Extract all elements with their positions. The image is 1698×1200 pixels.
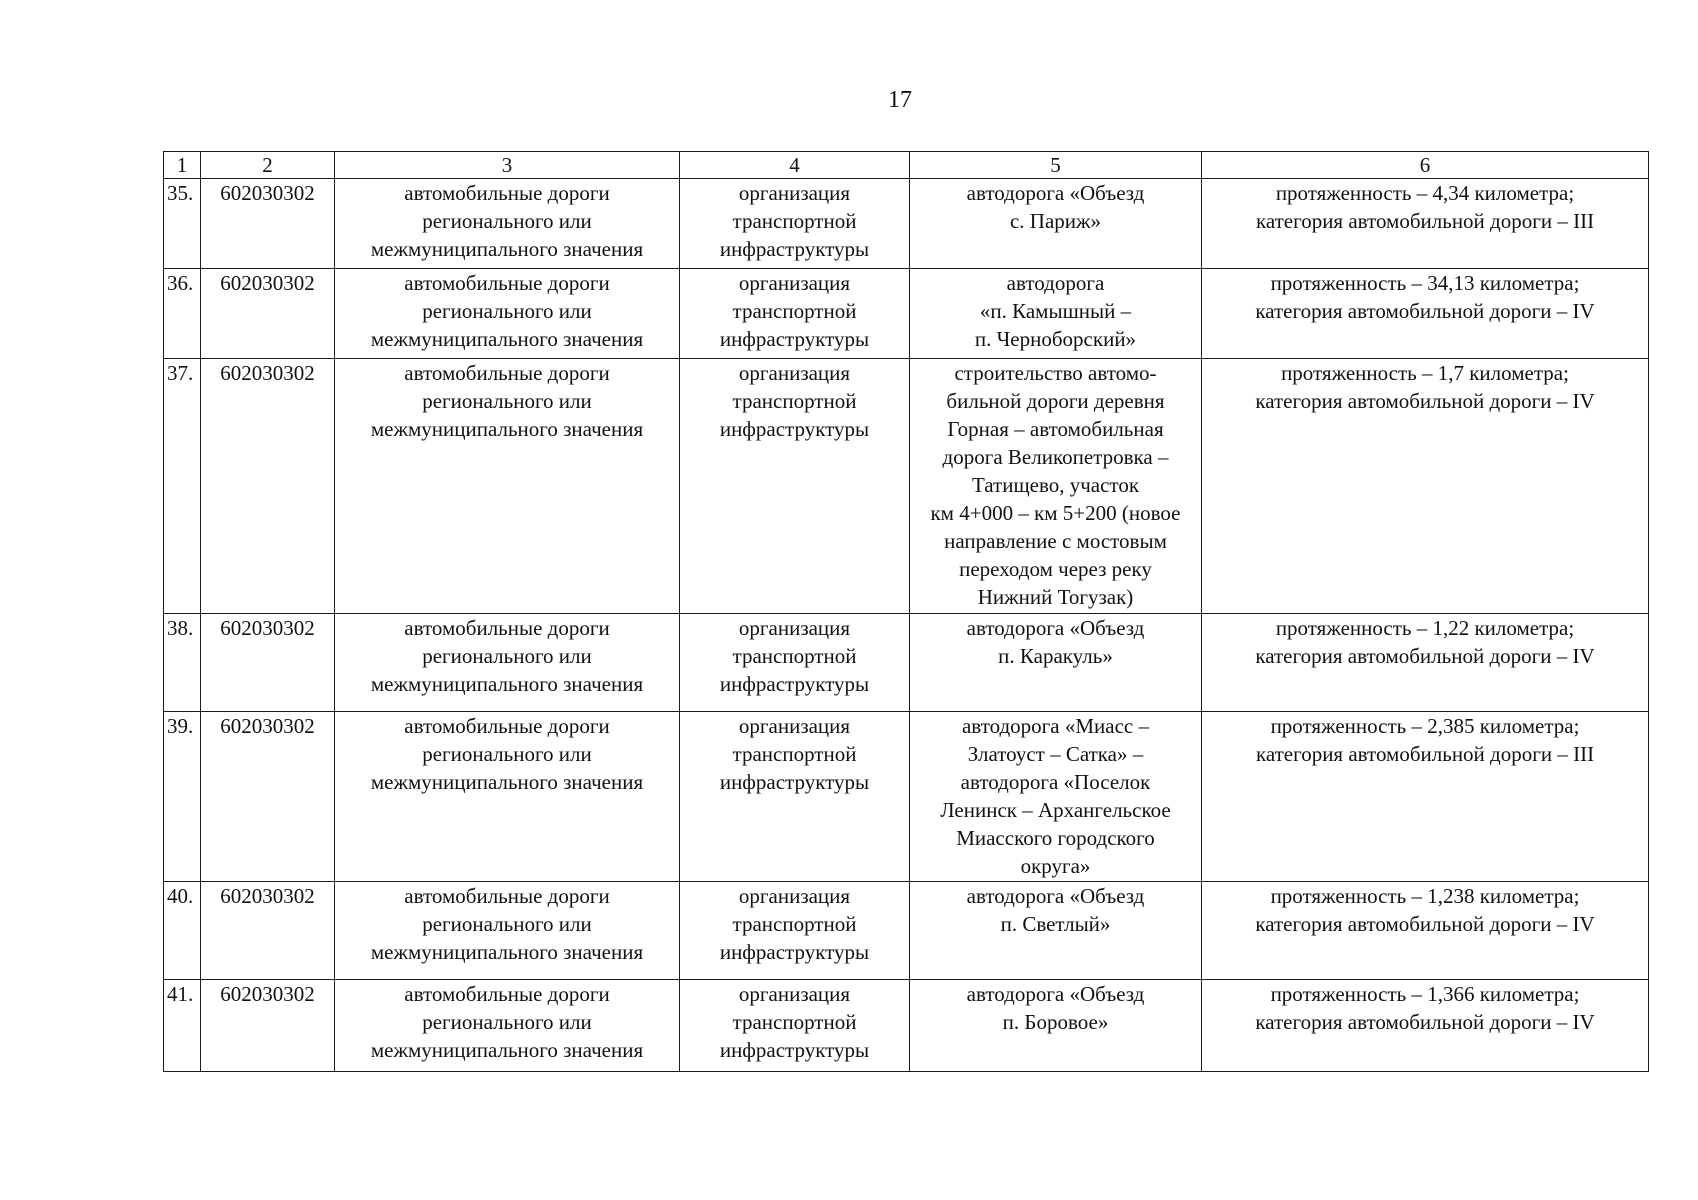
row-number: 39. xyxy=(164,712,201,882)
row-number: 37. xyxy=(164,359,201,614)
classification-code: 602030302 xyxy=(201,614,335,712)
object-name: автодорога «Объезд п. Светлый» xyxy=(910,882,1202,980)
column-header: 3 xyxy=(335,152,680,179)
object-characteristics: протяженность – 2,385 километра; категория автомобильной дороги – III xyxy=(1202,712,1649,882)
page-number: 17 xyxy=(888,87,912,113)
object-type: автомобильные дороги регионального или межмуниципального значения xyxy=(335,882,680,980)
object-name: строительство автомо- бильной дороги деревня Горная – автомобильная дорога Великопетровка – Татищево, участок км 4+000 – км 5+200 (новое направление с мостовым переходом через реку Нижний Тогузак) xyxy=(910,359,1202,614)
object-purpose: организация транспортной инфраструктуры xyxy=(680,179,910,269)
object-characteristics: протяженность – 1,238 километра; категория автомобильной дороги – IV xyxy=(1202,882,1649,980)
object-name: автодорога «Объезд п. Каракуль» xyxy=(910,614,1202,712)
object-characteristics: протяженность – 1,7 километра; категория автомобильной дороги – IV xyxy=(1202,359,1649,614)
column-header: 4 xyxy=(680,152,910,179)
object-characteristics: протяженность – 4,34 километра; категория автомобильной дороги – III xyxy=(1202,179,1649,269)
column-header: 2 xyxy=(201,152,335,179)
object-purpose: организация транспортной инфраструктуры xyxy=(680,269,910,359)
row-number: 38. xyxy=(164,614,201,712)
classification-code: 602030302 xyxy=(201,269,335,359)
object-type: автомобильные дороги регионального или межмуниципального значения xyxy=(335,712,680,882)
table-row xyxy=(164,359,1649,614)
column-header: 5 xyxy=(910,152,1202,179)
table-row xyxy=(164,712,1649,882)
column-header: 1 xyxy=(164,152,201,179)
row-number: 41. xyxy=(164,980,201,1072)
table-row xyxy=(164,882,1649,980)
object-purpose: организация транспортной инфраструктуры xyxy=(680,614,910,712)
object-type: автомобильные дороги регионального или межмуниципального значения xyxy=(335,980,680,1072)
object-name: автодорога «Объезд п. Боровое» xyxy=(910,980,1202,1072)
object-name: автодорога «Объезд с. Париж» xyxy=(910,179,1202,269)
classification-code: 602030302 xyxy=(201,882,335,980)
object-purpose: организация транспортной инфраструктуры xyxy=(680,359,910,614)
classification-code: 602030302 xyxy=(201,359,335,614)
object-type: автомобильные дороги регионального или межмуниципального значения xyxy=(335,614,680,712)
object-type: автомобильные дороги регионального или межмуниципального значения xyxy=(335,179,680,269)
column-number-row xyxy=(164,152,1649,179)
object-characteristics: протяженность – 1,22 километра; категория автомобильной дороги – IV xyxy=(1202,614,1649,712)
object-purpose: организация транспортной инфраструктуры xyxy=(680,882,910,980)
column-header: 6 xyxy=(1202,152,1649,179)
row-number: 35. xyxy=(164,179,201,269)
object-type: автомобильные дороги регионального или межмуниципального значения xyxy=(335,359,680,614)
object-name: автодорога «п. Камышный – п. Черноборский» xyxy=(910,269,1202,359)
object-characteristics: протяженность – 1,366 километра; категория автомобильной дороги – IV xyxy=(1202,980,1649,1072)
object-type: автомобильные дороги регионального или межмуниципального значения xyxy=(335,269,680,359)
row-number: 36. xyxy=(164,269,201,359)
object-purpose: организация транспортной инфраструктуры xyxy=(680,712,910,882)
classification-code: 602030302 xyxy=(201,712,335,882)
row-number: 40. xyxy=(164,882,201,980)
object-characteristics: протяженность – 34,13 километра; категория автомобильной дороги – IV xyxy=(1202,269,1649,359)
object-purpose: организация транспортной инфраструктуры xyxy=(680,980,910,1072)
table-row xyxy=(164,179,1649,269)
road-registry-table xyxy=(163,151,1649,1072)
table-row xyxy=(164,269,1649,359)
object-name: автодорога «Миасс – Златоуст – Сатка» – автодорога «Поселок Ленинск – Архангельское Миасского городского округа» xyxy=(910,712,1202,882)
table-row xyxy=(164,980,1649,1072)
classification-code: 602030302 xyxy=(201,980,335,1072)
classification-code: 602030302 xyxy=(201,179,335,269)
table-row xyxy=(164,614,1649,712)
